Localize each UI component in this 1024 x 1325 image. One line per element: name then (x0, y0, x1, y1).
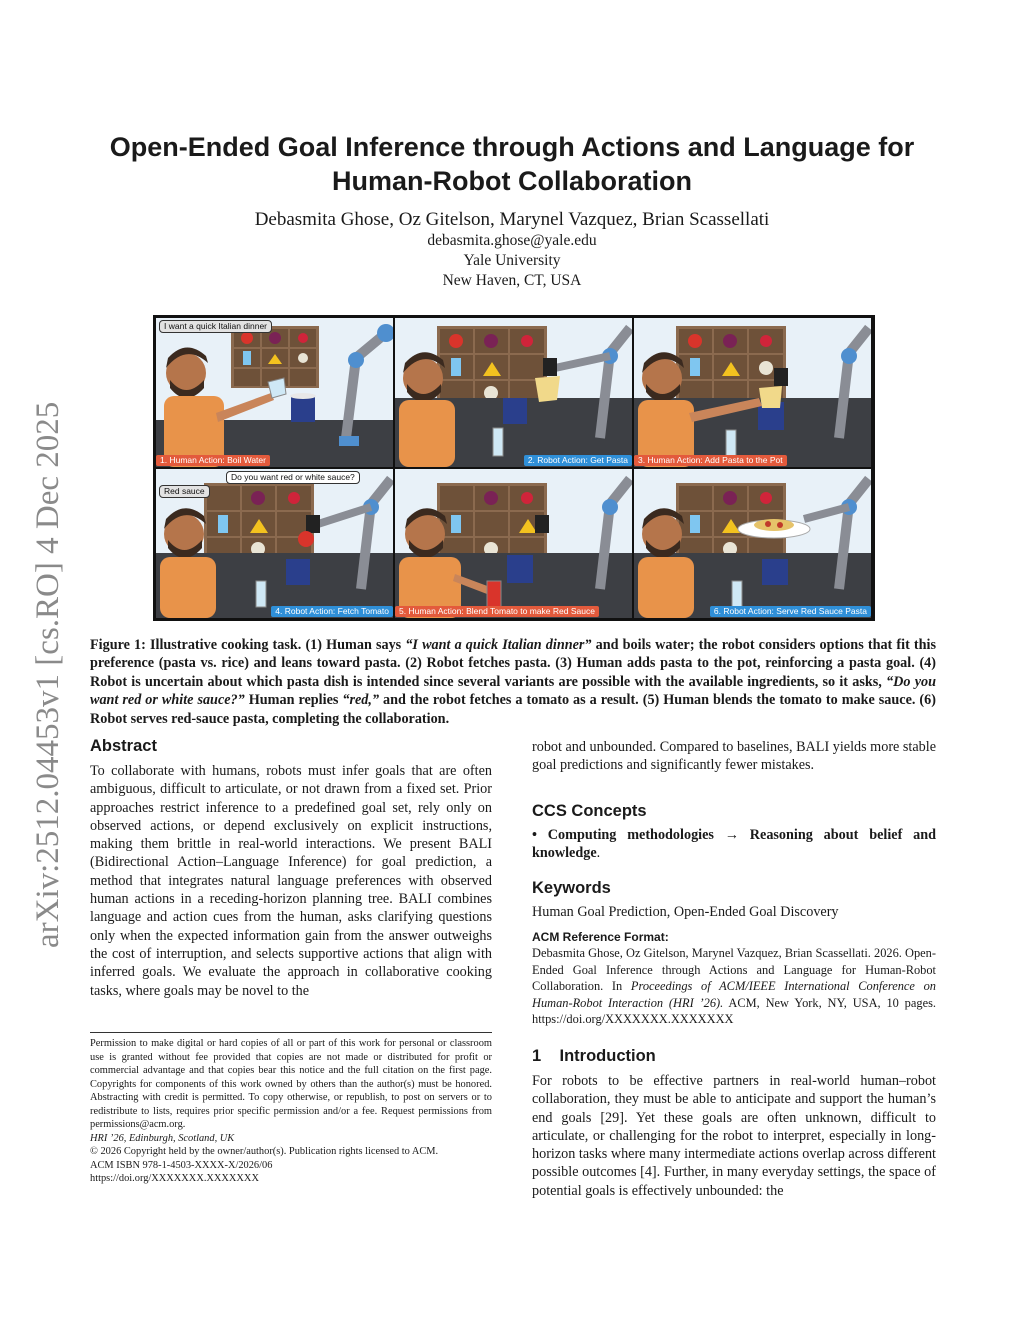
right-column (532, 738, 936, 1200)
figure-1 (153, 315, 875, 621)
figure-panel-6 (634, 469, 871, 618)
abstract-text: To collaborate with humans, robots must infer goals that are often ambiguous, difficult to articulate, or not drawn from a fixed set. Prior approaches restrict inference to a predefined goal set, rely only on observed actions, or depend exclusively on explicit instructions, making them brittle in real-world interactions. We present BALI (Bidirectional Action–Language Inference) for goal prediction, a method that integrates natural language preferences with observed human actions in a receding-horizon planning tree. BALI combines language and action cues from the human, asks clarifying questions only when the expected information gain from the answer outweighs the cost of interruption, and selects supportive actions that align with inferred goals. We evaluate the approach in collaborative cooking tasks, where goals may be novel to the (90, 763, 492, 999)
isbn-text: ACM ISBN 978-1-4503-XXXX-X/2026/06 (90, 1159, 273, 1171)
author-list: Debasmita Ghose, Oz Gitelson, Marynel Vazquez, Brian Scassellati (254, 209, 770, 230)
intro-text: For robots to be effective partners in real-world human–robot collaboration, they must be able to anticipate and support the human’s end goals [29]. Yet these goals are often unknown, difficult to articulate, or challenging for the robot to interpret, especially in long-horizon tasks where many intermediate actions overlap across different possible outcomes [4]. Further, in many everyday settings, the space of potential goals is effectively unbounded: the (532, 1072, 936, 1199)
figure-panel-1 (156, 318, 393, 467)
acm-ref-heading: ACM Reference Format: (532, 930, 669, 945)
caption-quote-1: “I want a quick Italian dinner” (405, 637, 592, 653)
title-line-1: Open-Ended Goal Inference through Actions and Language for (109, 132, 915, 162)
caption-part-2: and boils water; the robot considers options that fit this preference (pasta vs. rice) and leans toward pasta. (2) Robot fetches pasta. (3) Human adds pasta to the pot, reinforcing a pasta goal. (4) Robot is uncertain about which pasta dish is intended since several variants are possible with the available ingredients, so it asks, (90, 637, 936, 690)
caption-quote-2: “Do you want red or white sauce?” (90, 673, 937, 709)
university: Yale University (463, 252, 561, 269)
doi-link[interactable]: https://doi.org/XXXXXXX.XXXXXXX (90, 1173, 259, 1184)
speech-bubble-robot: Do you want red or white sauce? (226, 471, 360, 484)
ccs-period: . (596, 844, 601, 861)
caption-part-1: Figure 1: Illustrative cooking task. (1) Human says (90, 637, 406, 653)
author-email[interactable]: debasmita.ghose@yale.edu (427, 232, 597, 249)
copyright-text: © 2026 Copyright held by the owner/author(s). Publication rights licensed to ACM. (90, 1146, 439, 1157)
paper-title (80, 130, 944, 198)
panel-label-4: 4. Robot Action: Fetch Tomato (271, 606, 393, 617)
ccs-concept: • Computing methodologies → Reasoning about belief and knowledge (532, 826, 936, 861)
figure-panel-4 (156, 469, 393, 618)
acm-ref-part-1: Debasmita Ghose, Oz Gitelson, Marynel Vazquez, Brian Scassellati. 2026. Open-Ended Goal Inference through Actions and Language for Human-Robot Collaboration. In (532, 946, 936, 994)
acm-ref-venue: Proceedings of ACM/IEEE International Conference on Human-Robot Interaction (HRI ’26). (532, 979, 936, 1010)
panel-label-6: 6. Robot Action: Serve Red Sauce Pasta (710, 606, 871, 617)
figure-caption (90, 636, 936, 728)
intro-heading: 1 Introduction (532, 1046, 656, 1065)
panel-label-1: 1. Human Action: Boil Water (156, 455, 270, 466)
ccs-heading: CCS Concepts (532, 801, 647, 820)
speech-bubble-human: Red sauce (159, 485, 210, 498)
abstract-continued: robot and unbounded. Compared to baselines, BALI yields more stable goal predictions and significantly fewer mistakes. (532, 739, 936, 774)
permission-text: Permission to make digital or hard copies of all or part of this work for personal or classroom use is granted without fee provided that copies are not made or distributed for profit or commercial advantage and that copies bear this notice and the full citation on the first page. Copyrights for components of this work owned by others than the author(s) must be honored. Abstracting with credit is permitted. To copy otherwise, or republish, to post on servers or to redistribute to lists, requires prior specific permission and/or a fee. Request permissions from permissions@acm.org. (90, 1038, 492, 1130)
affiliation (80, 231, 944, 291)
figure-panel-5 (395, 469, 632, 618)
permission-footnote (90, 1032, 492, 1186)
panel-label-2: 2. Robot Action: Get Pasta (524, 455, 632, 466)
keywords-text: Human Goal Prediction, Open-Ended Goal Discovery (532, 904, 839, 921)
caption-quote-3: “red,” (342, 692, 380, 709)
acm-ref-part-2: ACM, New York, NY, USA, 10 pages. https://doi.org/XXXXXXX.XXXXXXX (532, 995, 936, 1027)
speech-bubble-human: I want a quick Italian dinner (159, 320, 272, 333)
panel-label-3: 3. Human Action: Add Pasta to the Pot (634, 455, 787, 466)
caption-part-3: Human replies (244, 692, 343, 709)
figure-panel-2 (395, 318, 632, 467)
arxiv-stamp-text: arXiv:2512.04453v1 [cs.RO] 4 Dec 2025 (30, 401, 66, 948)
location: New Haven, CT, USA (442, 272, 582, 289)
keywords-heading: Keywords (532, 879, 611, 898)
arxiv-stamp (12, 380, 72, 950)
venue-text: HRI ’26, Edinburgh, Scotland, UK (90, 1132, 235, 1144)
acm-ref-text (532, 945, 936, 1028)
left-column (90, 736, 492, 1000)
ccs-text (532, 826, 936, 863)
figure-panel-3 (634, 318, 871, 467)
panel-label-5: 5. Human Action: Blend Tomato to make Red Sauce (395, 606, 599, 617)
title-line-2: Human-Robot Collaboration (332, 166, 692, 196)
abstract-heading: Abstract (90, 737, 157, 755)
caption-part-4: and the robot fetches a tomato as a result. (5) Human blends the tomato to make sauce. (6) Robot serves red-sauce pasta, completing the collaboration. (90, 692, 936, 727)
